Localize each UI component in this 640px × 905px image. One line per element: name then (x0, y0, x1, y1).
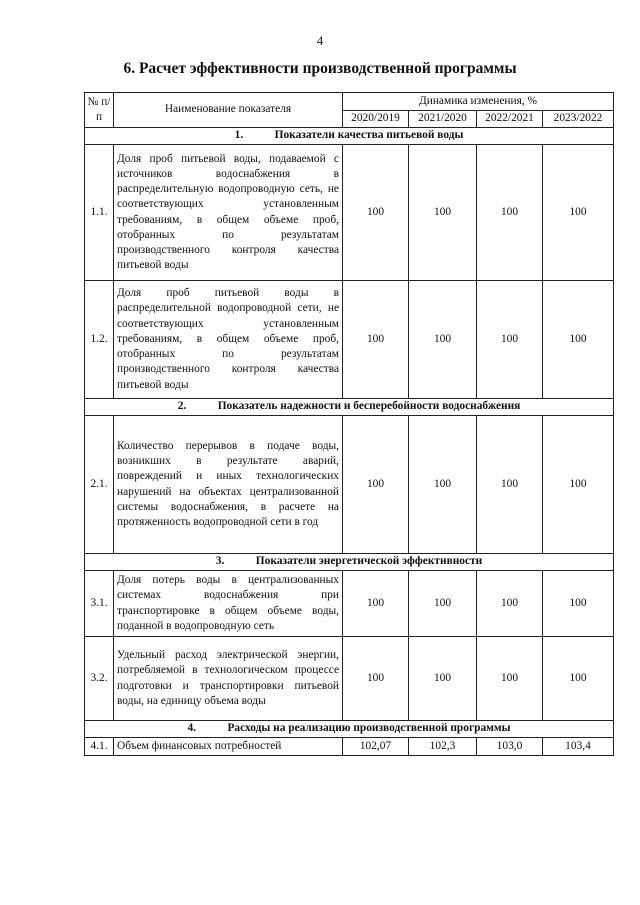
value-cell: 100 (409, 281, 477, 399)
section-number: 3. (215, 555, 225, 568)
section-row (85, 554, 614, 571)
indicator-name: Объем финансовых потребностей (114, 738, 343, 756)
row-number: 1.2. (85, 281, 114, 399)
value-cell: 100 (543, 416, 614, 554)
value-cell: 100 (477, 281, 543, 399)
section-number: 4. (187, 722, 196, 735)
indicator-name: Доля проб питьевой воды в распределительной водопроводной сети, не соответствующих установленным требованиям, в общем объеме проб, отобранных по результатам производственного контроля качества питьевой воды (114, 281, 343, 399)
row-number: 2.1. (85, 416, 114, 554)
value-cell: 100 (543, 145, 614, 281)
row-number: 1.1. (85, 145, 114, 281)
value-cell: 100 (409, 637, 477, 721)
section-title: Показатели качества питьевой воды (274, 129, 464, 142)
header-dynamics: Динамика изменения, % (343, 93, 614, 111)
value-cell: 102,3 (409, 738, 477, 756)
section-row (85, 399, 614, 416)
indicator-name: Доля проб питьевой воды, подаваемой с источников водоснабжения в распределительную водопроводную сеть, не соответствующих установленным требованиям, в общем объеме проб, отобранных по результатам производственного контроля качества питьевой воды (114, 145, 343, 281)
table-row (85, 416, 614, 554)
header-year: 2022/2021 (477, 111, 543, 128)
page-number: 4 (316, 33, 324, 48)
value-cell: 100 (477, 637, 543, 721)
section-row (85, 721, 614, 738)
section-title: Показатель надежности и бесперебойности водоснабжения (217, 400, 521, 413)
table-row (85, 637, 614, 721)
value-cell: 100 (409, 145, 477, 281)
value-cell: 100 (543, 571, 614, 637)
indicator-name: Количество перерывов в подаче воды, возникших в результате аварий, повреждений и иных технологических нарушений на объектах централизованной системы водоснабжения, в расчете на протяженность водопроводной сети в год (114, 416, 343, 554)
value-cell: 100 (477, 571, 543, 637)
section-title: Показатели энергетической эффективности (255, 555, 483, 568)
header-num: № п/п (85, 93, 114, 128)
section-number: 1. (234, 129, 244, 142)
value-cell: 100 (477, 145, 543, 281)
indicator-name: Удельный расход электрической энергии, потребляемой в технологическом процессе подготовки и транспортировки питьевой воды, на единицу объема воды (114, 637, 343, 721)
section-title: Расходы на реализацию производственной программы (227, 722, 511, 735)
header-year: 2021/2020 (409, 111, 477, 128)
value-cell: 100 (343, 416, 409, 554)
value-cell: 100 (343, 637, 409, 721)
value-cell: 102,07 (343, 738, 409, 756)
document-title: 6. Расчет эффективности производственной программы (123, 60, 517, 77)
value-cell: 100 (409, 571, 477, 637)
indicator-name: Доля потерь воды в централизованных системах водоснабжения при транспортировке в общем объеме воды, поданной в водопроводную сеть (114, 571, 343, 637)
header-year: 2020/2019 (343, 111, 409, 128)
value-cell: 100 (543, 637, 614, 721)
value-cell: 100 (343, 571, 409, 637)
value-cell: 100 (409, 416, 477, 554)
section-number: 2. (177, 400, 187, 413)
value-cell: 103,4 (543, 738, 614, 756)
table-row (85, 571, 614, 637)
efficiency-table (84, 92, 614, 756)
value-cell: 100 (477, 416, 543, 554)
value-cell: 103,0 (477, 738, 543, 756)
row-number: 3.1. (85, 571, 114, 637)
value-cell: 100 (343, 145, 409, 281)
row-number: 3.2. (85, 637, 114, 721)
table-row (85, 281, 614, 399)
header-name: Наименование показателя (114, 93, 343, 128)
value-cell: 100 (543, 281, 614, 399)
section-row (85, 128, 614, 145)
table-row (85, 738, 614, 756)
header-year: 2023/2022 (543, 111, 614, 128)
value-cell: 100 (343, 281, 409, 399)
table-row (85, 145, 614, 281)
row-number: 4.1. (85, 738, 114, 756)
